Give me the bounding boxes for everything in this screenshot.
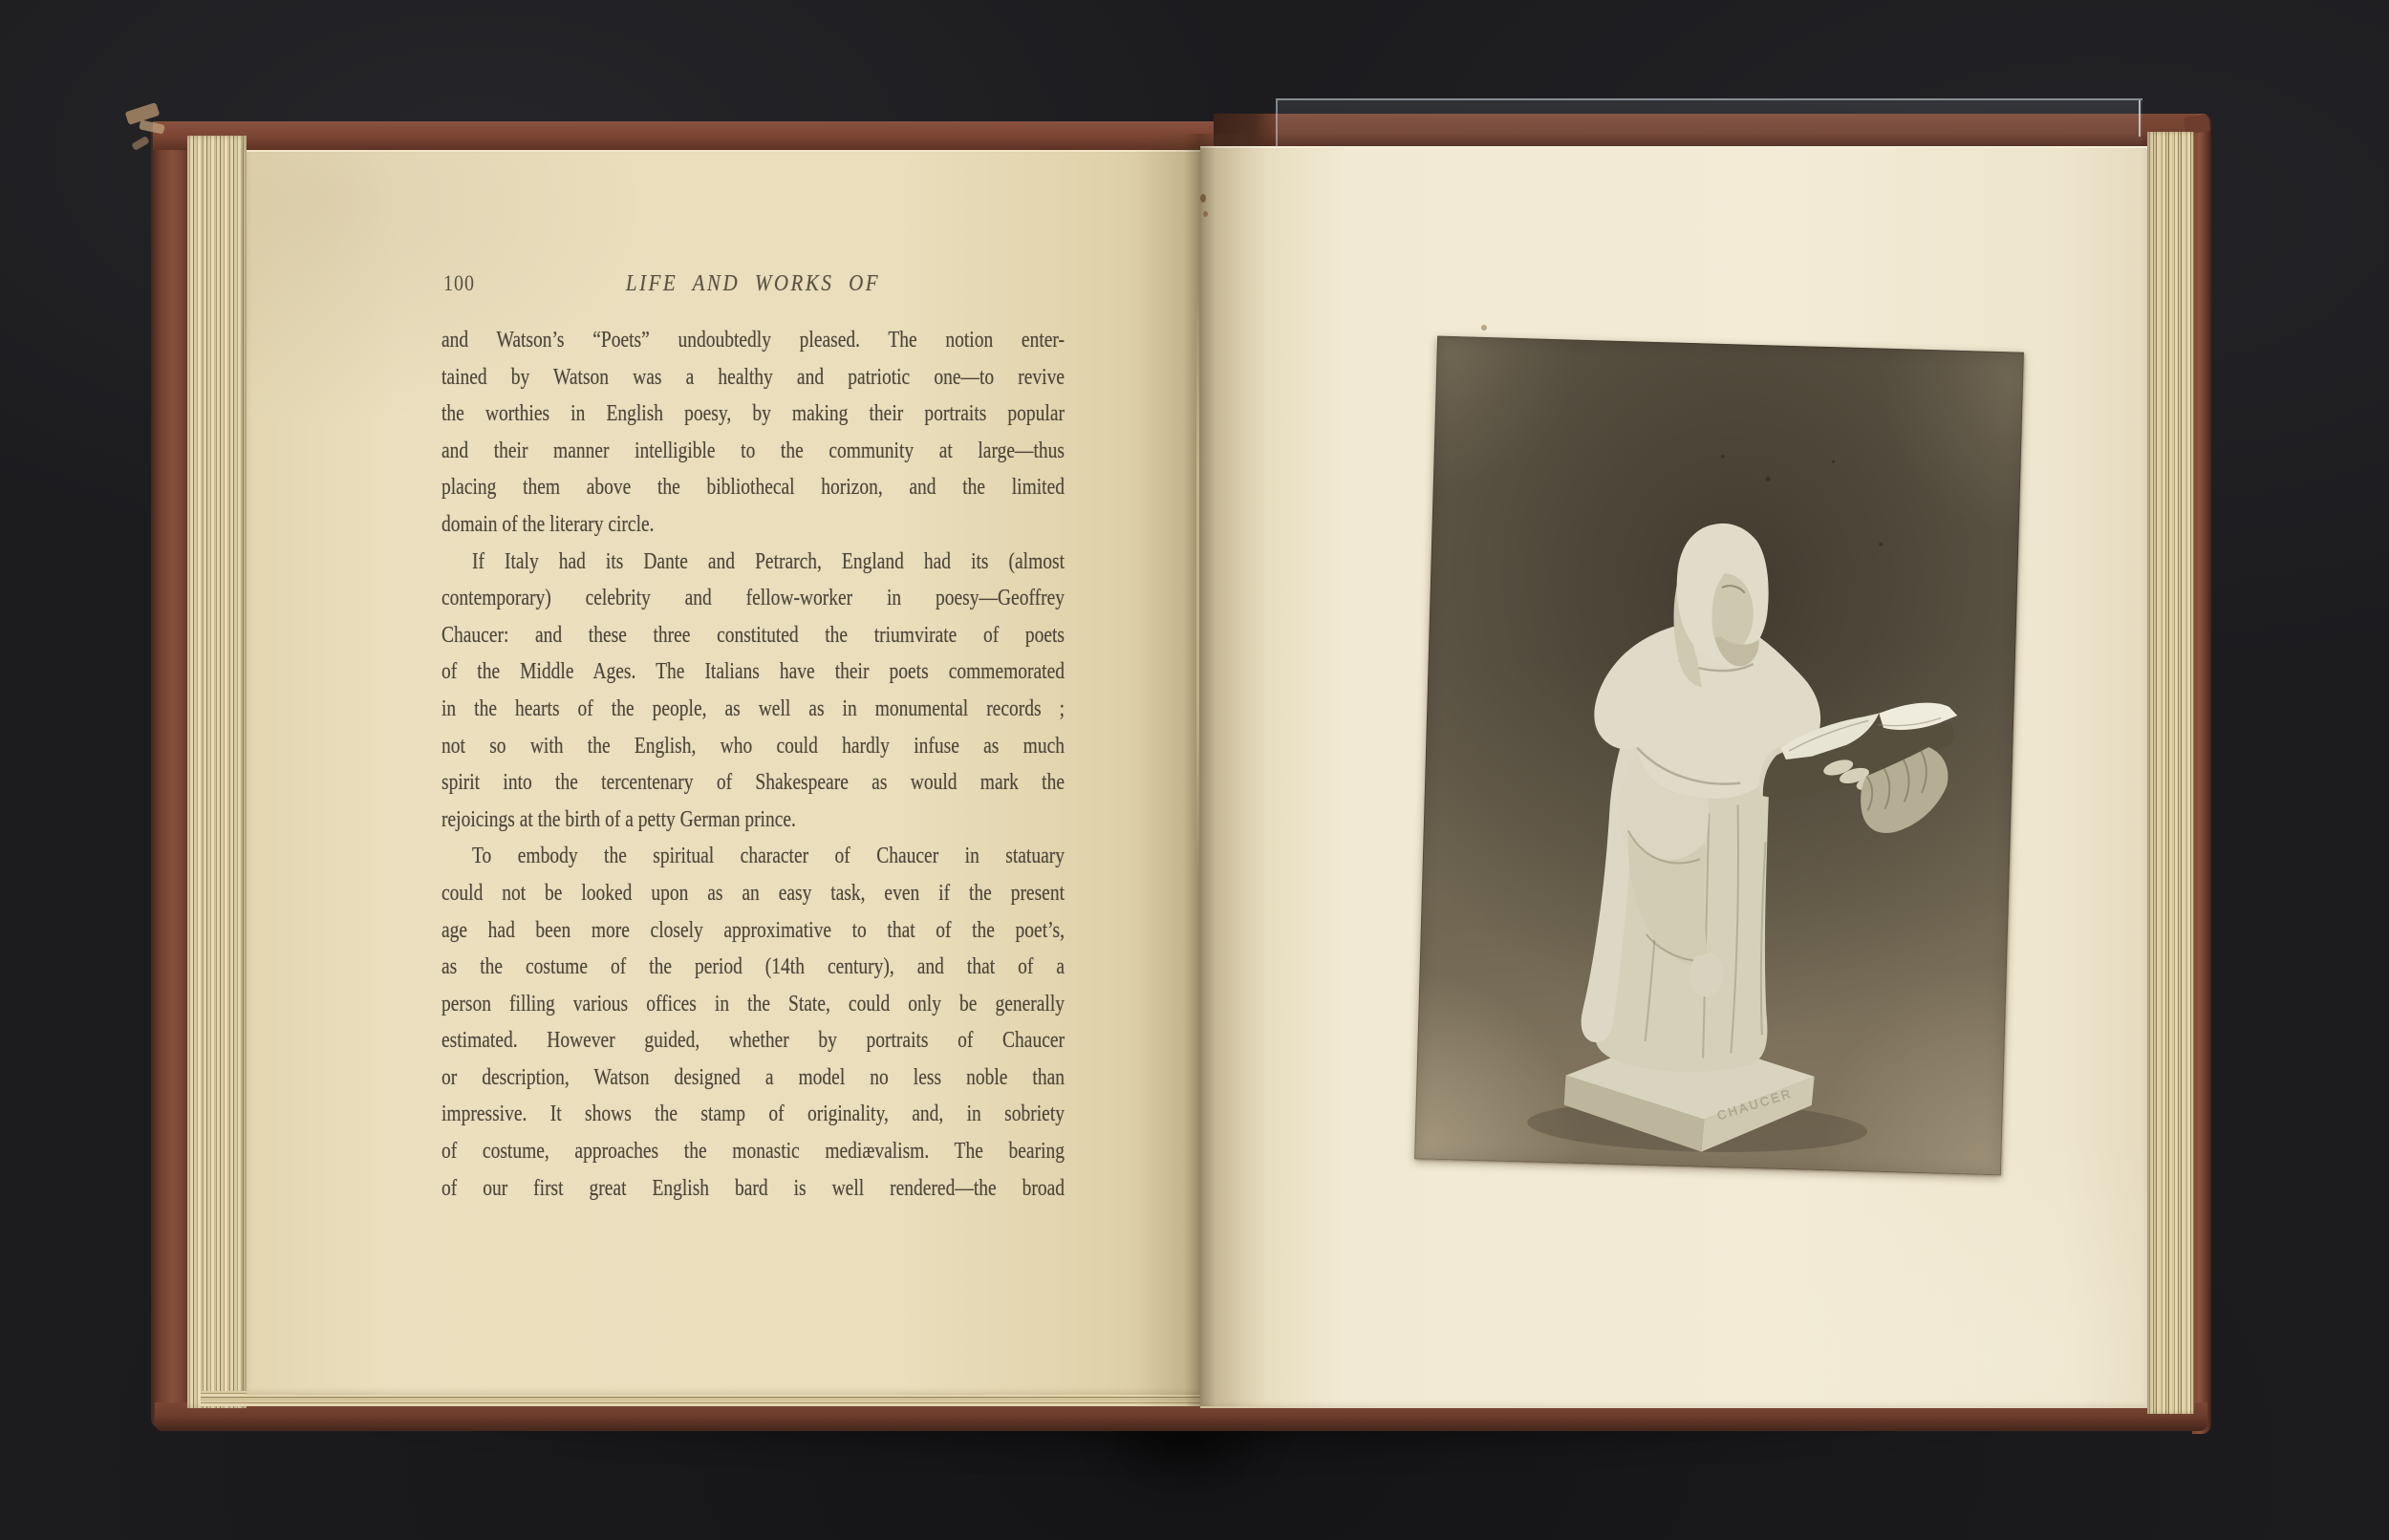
text-line: Chaucer: and these three constituted the triumvirate of poets [441,623,1065,649]
text-line: To embody the spiritual character of Chaucer in statuary [472,844,1065,869]
gutter-shadow [1133,134,1267,1406]
text-line: age had been more closely approximative to that of the poet’s, [441,917,1065,943]
cover-fray [131,136,150,151]
gutter-speck [1200,194,1206,203]
body-text [441,323,1065,1208]
text-line: and their manner intelligible to the community at large—thus [441,438,1065,464]
text-line: domain of the literary circle. [441,512,655,538]
tissue-guard-right-fold [2139,100,2141,137]
text-line: the worthies in English poesy, by making their portraits popular [441,401,1065,427]
text-line: of our first great English bard is well rendered—the broad [441,1175,1065,1201]
running-header: LIFE AND WORKS OF [625,268,881,297]
right-page [1200,146,2147,1408]
text-line: rejoicings at the birth of a petty German prince. [441,807,796,833]
text-line: and Watson’s “Poets” undoubtedly pleased. The notion enter- [441,328,1065,353]
chaucer-statuette-illustration [1414,336,2024,1176]
text-line: in the hearts of the people, as well as in monumental records ; [441,696,1065,722]
gutter-speck [1203,211,1208,217]
plinth-inscription: CHAUCER [1715,1085,1795,1123]
text-line: impressive. It shows the stamp of originality, and, in sobriety [441,1102,1065,1127]
left-cover-edge [151,121,189,1428]
page-edge-stack-top [247,132,1200,150]
text-line: as the costume of the period (14th century), and that of a [441,954,1065,980]
text-line: estimated. However guided, whether by portraits of Chaucer [441,1028,1065,1054]
tissue-guard [1276,98,2142,147]
text-line: tained by Watson was a healthy and patriotic one—to revive [441,364,1065,390]
plinth-top [1564,1030,1815,1123]
text-line: If Italy had its Dante and Petrarch, England had its (almost [472,548,1065,574]
left-page [247,150,1200,1395]
running-head-row [441,268,1065,304]
plinth-left-face [1562,1076,1705,1152]
page-edge-stack-left [187,136,247,1408]
text-line: placing them above the bibliothecal horizon, and the limited [441,475,1065,501]
text-line: or description, Watson designed a model no less noble than [441,1065,1065,1091]
text-line: contemporary) celebrity and fellow-worker in poesy—Geoffrey [441,586,1065,611]
page-edge-stack-fore-edge [2147,132,2194,1414]
mounted-photograph [1414,336,2024,1176]
tissue-guard-left-edge [1276,100,1278,147]
text-line: of the Middle Ages. The Italians have their poets commemorated [441,659,1065,685]
text-line: of costume, approaches the monastic mediævalism. The bearing [441,1139,1065,1165]
page-number: 100 [443,271,475,296]
right-cover-edge [2192,114,2211,1434]
text-line: spirit into the tercentenary of Shakespeare as would mark the [441,770,1065,796]
text-line: could not be looked upon as an easy task, even if the present [441,881,1065,907]
plinth-front-face [1701,1074,1814,1155]
gutter-floor-shadow [1061,1414,1309,1540]
text-line: not so with the English, who could hardly infuse as much [441,733,1065,759]
text-line: person filling various offices in the State, could only be generally [441,991,1065,1017]
